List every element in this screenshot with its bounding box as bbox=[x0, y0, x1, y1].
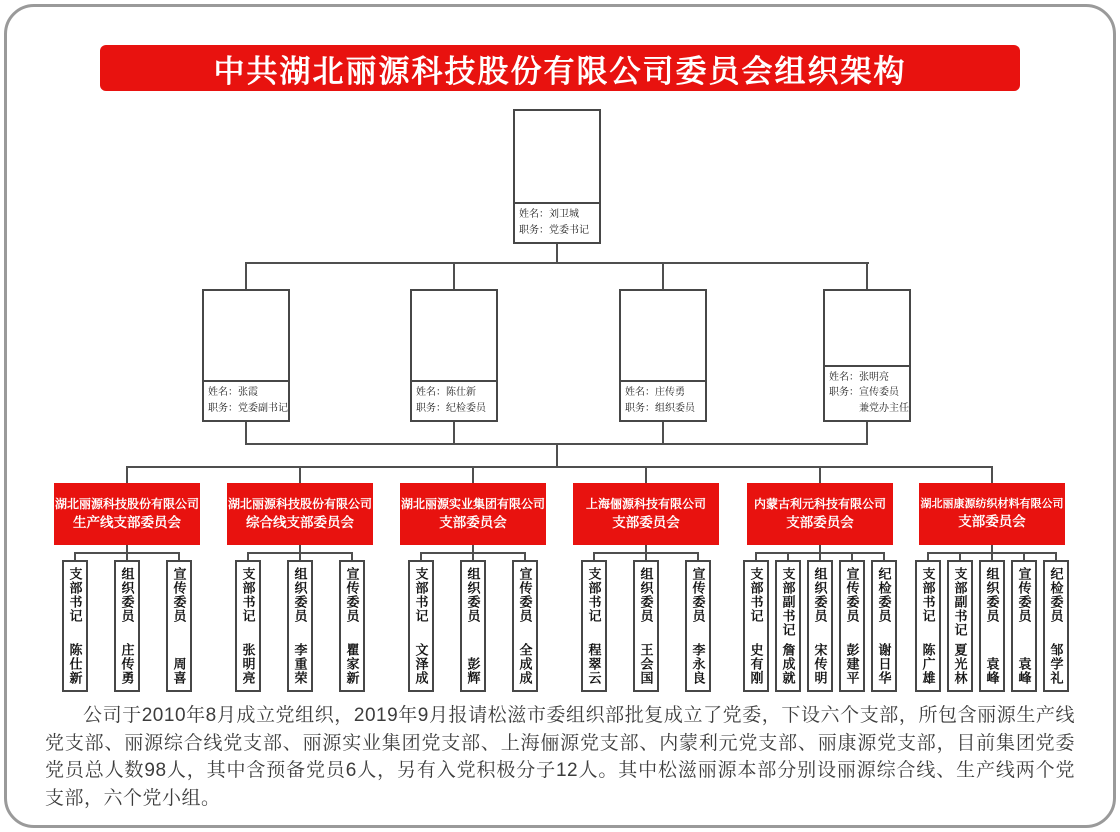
member-name: 李永良 bbox=[690, 643, 706, 685]
member-role: 组织委员 bbox=[292, 567, 308, 623]
member-name: 陈广雄 bbox=[920, 643, 936, 685]
connector-line bbox=[126, 466, 128, 483]
connector-line bbox=[299, 545, 301, 552]
connector-line bbox=[883, 552, 885, 560]
connector-line bbox=[1023, 552, 1025, 560]
member-role: 组织委员 bbox=[465, 567, 481, 623]
connector-line bbox=[851, 552, 853, 560]
deputy-name-line bbox=[416, 385, 493, 401]
branch-line2: 支部委员会 bbox=[439, 514, 507, 530]
connector-line bbox=[1055, 552, 1057, 560]
member-role: 支部书记 bbox=[920, 567, 936, 623]
branch-header-6 bbox=[919, 483, 1065, 545]
deputy-title-line bbox=[208, 401, 288, 417]
member-box bbox=[287, 560, 313, 692]
connector-line bbox=[697, 552, 699, 560]
deputy-box bbox=[410, 289, 498, 422]
branch-header-3 bbox=[400, 483, 546, 545]
member-name: 文泽成 bbox=[413, 643, 429, 685]
member-name: 全成成 bbox=[517, 643, 533, 685]
name-label: 姓名： bbox=[416, 387, 446, 398]
member-name: 史有刚 bbox=[748, 643, 764, 685]
description-paragraph: 公司于2010年8月成立党组织，2019年9月报请松滋市委组织部批复成立了党委，下设六个支部，所包含丽源生产线党支部、丽源综合线党支部、丽源实业集团党支部、上海俪源党支部、内蒙利元党支部、丽康源党支部，目前集团党委党员总人数98人，其中含预备党员6人，另有入党积极分子12人。其中松滋丽源本部分别设丽源综合线、生产线两个党支部，六个党小组。 bbox=[45, 705, 1075, 809]
member-role: 宣传委员 bbox=[690, 567, 706, 623]
deputy-name-line bbox=[208, 385, 285, 401]
member-name: 彭辉 bbox=[465, 657, 481, 685]
member-name: 彭建平 bbox=[844, 643, 860, 685]
member-name: 邹学礼 bbox=[1048, 643, 1064, 685]
connector-line bbox=[991, 466, 993, 483]
member-box bbox=[633, 560, 659, 692]
connector-line bbox=[299, 466, 301, 483]
member-name: 程翠云 bbox=[586, 643, 602, 685]
member-name: 周喜 bbox=[171, 657, 187, 685]
connector-line bbox=[472, 552, 474, 560]
member-role: 支部副书记 bbox=[780, 567, 796, 637]
member-role: 宣传委员 bbox=[517, 567, 533, 623]
deputy-box bbox=[202, 289, 290, 422]
member-role: 支部书记 bbox=[413, 567, 429, 623]
deputy-title-line bbox=[416, 401, 493, 417]
connector-line bbox=[556, 244, 558, 262]
connector-line bbox=[247, 552, 249, 560]
title-label: 职务： bbox=[829, 387, 859, 398]
connector-line bbox=[991, 552, 993, 560]
deputy-name: 庄传勇 bbox=[655, 387, 685, 398]
connector-line bbox=[126, 466, 993, 468]
branch-header-4 bbox=[573, 483, 719, 545]
member-name: 詹成就 bbox=[780, 643, 796, 685]
connector-line bbox=[819, 466, 821, 483]
member-name: 宋传明 bbox=[812, 643, 828, 685]
member-box bbox=[947, 560, 973, 692]
connector-line bbox=[472, 545, 474, 552]
photo-placeholder bbox=[204, 291, 288, 382]
deputy-title2: 兼党办主任 bbox=[859, 402, 909, 414]
member-box bbox=[871, 560, 897, 692]
deputy-title: 组织委员 bbox=[655, 402, 695, 414]
member-role: 组织委员 bbox=[984, 567, 1000, 623]
member-name: 袁峰 bbox=[984, 657, 1000, 685]
connector-line bbox=[74, 552, 76, 560]
deputy-title-line bbox=[625, 401, 702, 417]
branch-line1: 湖北丽康源纺织材料有限公司 bbox=[920, 497, 1064, 510]
member-name: 袁峰 bbox=[1016, 657, 1032, 685]
connector-line bbox=[991, 545, 993, 552]
branch-line2: 支部委员会 bbox=[786, 514, 854, 530]
connector-line bbox=[453, 422, 455, 443]
title-label: 职务： bbox=[208, 402, 238, 414]
deputy-title: 党委副书记 bbox=[238, 402, 288, 414]
connector-line bbox=[299, 552, 301, 560]
name-label: 姓名： bbox=[519, 209, 549, 220]
member-name: 张明亮 bbox=[240, 643, 256, 685]
member-role: 宣传委员 bbox=[1016, 567, 1032, 623]
branch-line1: 湖北丽源科技股份有限公司 bbox=[54, 496, 199, 511]
photo-placeholder bbox=[412, 291, 496, 382]
branch-line1: 上海俪源科技有限公司 bbox=[585, 496, 706, 511]
member-box bbox=[339, 560, 365, 692]
deputy-info bbox=[204, 382, 288, 420]
title-label: 职务： bbox=[519, 224, 549, 236]
member-box bbox=[1043, 560, 1069, 692]
member-box bbox=[512, 560, 538, 692]
branch-header-2 bbox=[227, 483, 373, 545]
chairman-name-line bbox=[519, 207, 596, 223]
photo-placeholder bbox=[515, 111, 599, 204]
member-role: 宣传委员 bbox=[171, 567, 187, 623]
branch-line2: 生产线支部委员会 bbox=[73, 514, 181, 530]
member-role: 纪检委员 bbox=[876, 567, 892, 623]
connector-line bbox=[927, 552, 929, 560]
branch-header-1 bbox=[54, 483, 200, 545]
title-label: 职务： bbox=[416, 402, 446, 414]
member-box bbox=[839, 560, 865, 692]
member-box bbox=[915, 560, 941, 692]
connector-line bbox=[866, 422, 868, 443]
connector-line bbox=[645, 552, 647, 560]
member-box bbox=[775, 560, 801, 692]
member-role: 支部书记 bbox=[67, 567, 83, 623]
member-role: 宣传委员 bbox=[344, 567, 360, 623]
connector-line bbox=[524, 552, 526, 560]
branch-line1: 湖北丽源实业集团有限公司 bbox=[400, 496, 545, 511]
deputy-title: 纪检委员 bbox=[446, 402, 486, 414]
deputy-box bbox=[823, 289, 911, 422]
member-box bbox=[685, 560, 711, 692]
chairman-info bbox=[515, 204, 599, 242]
member-box bbox=[62, 560, 88, 692]
connector-line bbox=[787, 552, 789, 560]
connector-line bbox=[819, 552, 821, 560]
member-box bbox=[235, 560, 261, 692]
member-box bbox=[460, 560, 486, 692]
branch-line2: 支部委员会 bbox=[958, 514, 1026, 530]
name-label: 姓名： bbox=[625, 387, 655, 398]
member-box bbox=[979, 560, 1005, 692]
member-role: 组织委员 bbox=[638, 567, 654, 623]
connector-line bbox=[351, 552, 353, 560]
name-label: 姓名： bbox=[829, 371, 859, 383]
connector-line bbox=[662, 422, 664, 443]
deputy-title: 宣传委员 bbox=[859, 387, 899, 398]
connector-line bbox=[645, 466, 647, 483]
member-role: 支部副书记 bbox=[952, 567, 968, 637]
deputy-title2-line bbox=[829, 401, 909, 417]
connector-line bbox=[245, 262, 247, 289]
connector-line bbox=[755, 552, 757, 560]
branch-header-5 bbox=[747, 483, 893, 545]
connector-line bbox=[866, 262, 868, 289]
chairman-title: 党委书记 bbox=[549, 224, 589, 236]
title-label: 职务： bbox=[625, 402, 655, 414]
connector-line bbox=[245, 262, 869, 264]
chairman-name: 刘卫城 bbox=[549, 209, 579, 220]
connector-line bbox=[453, 262, 455, 289]
deputy-name: 陈仕新 bbox=[446, 387, 476, 398]
connector-line bbox=[245, 422, 247, 443]
branch-line1: 内蒙古利元科技有限公司 bbox=[753, 496, 886, 511]
chairman-title-line bbox=[519, 223, 596, 239]
branch-line1: 湖北丽源科技股份有限公司 bbox=[227, 496, 372, 511]
deputy-name-line bbox=[625, 385, 702, 401]
deputy-name: 张霞 bbox=[238, 387, 258, 398]
photo-placeholder bbox=[621, 291, 705, 382]
member-role: 宣传委员 bbox=[844, 567, 860, 623]
member-name: 夏光林 bbox=[952, 643, 968, 685]
branch-line2: 综合线支部委员会 bbox=[246, 514, 354, 530]
connector-line bbox=[819, 545, 821, 552]
member-role: 支部书记 bbox=[748, 567, 764, 623]
connector-line bbox=[420, 552, 422, 560]
member-role: 组织委员 bbox=[119, 567, 135, 623]
deputy-box bbox=[619, 289, 707, 422]
member-box bbox=[408, 560, 434, 692]
member-name: 王会国 bbox=[638, 643, 654, 685]
connector-line bbox=[126, 545, 128, 552]
connector-line bbox=[556, 443, 558, 466]
connector-line bbox=[593, 552, 595, 560]
member-box bbox=[114, 560, 140, 692]
member-box bbox=[581, 560, 607, 692]
deputy-title-line bbox=[829, 385, 906, 401]
connector-line bbox=[645, 545, 647, 552]
deputy-info bbox=[621, 382, 705, 420]
page-title: 中共湖北丽源科技股份有限公司委员会组织架构 bbox=[100, 45, 1020, 91]
member-name: 庄传勇 bbox=[119, 643, 135, 685]
connector-line bbox=[126, 552, 128, 560]
member-role: 支部书记 bbox=[586, 567, 602, 623]
deputy-name: 张明亮 bbox=[859, 371, 889, 383]
member-box bbox=[743, 560, 769, 692]
connector-line bbox=[178, 552, 180, 560]
name-label: 姓名： bbox=[208, 387, 238, 398]
deputy-info bbox=[825, 367, 909, 421]
member-box bbox=[166, 560, 192, 692]
deputy-name-line bbox=[829, 370, 906, 386]
member-role: 组织委员 bbox=[812, 567, 828, 623]
member-name: 瞿家新 bbox=[344, 643, 360, 685]
connector-line bbox=[472, 466, 474, 483]
connector-line bbox=[959, 552, 961, 560]
branch-line2: 支部委员会 bbox=[612, 514, 680, 530]
member-name: 陈仕新 bbox=[67, 643, 83, 685]
deputy-info bbox=[412, 382, 496, 420]
member-box bbox=[1011, 560, 1037, 692]
connector-line bbox=[662, 262, 664, 289]
photo-placeholder bbox=[825, 291, 909, 367]
member-role: 支部书记 bbox=[240, 567, 256, 623]
member-name: 李重荣 bbox=[292, 643, 308, 685]
chairman-box bbox=[513, 109, 601, 244]
member-box bbox=[807, 560, 833, 692]
member-name: 谢日华 bbox=[876, 643, 892, 685]
member-role: 纪检委员 bbox=[1048, 567, 1064, 623]
